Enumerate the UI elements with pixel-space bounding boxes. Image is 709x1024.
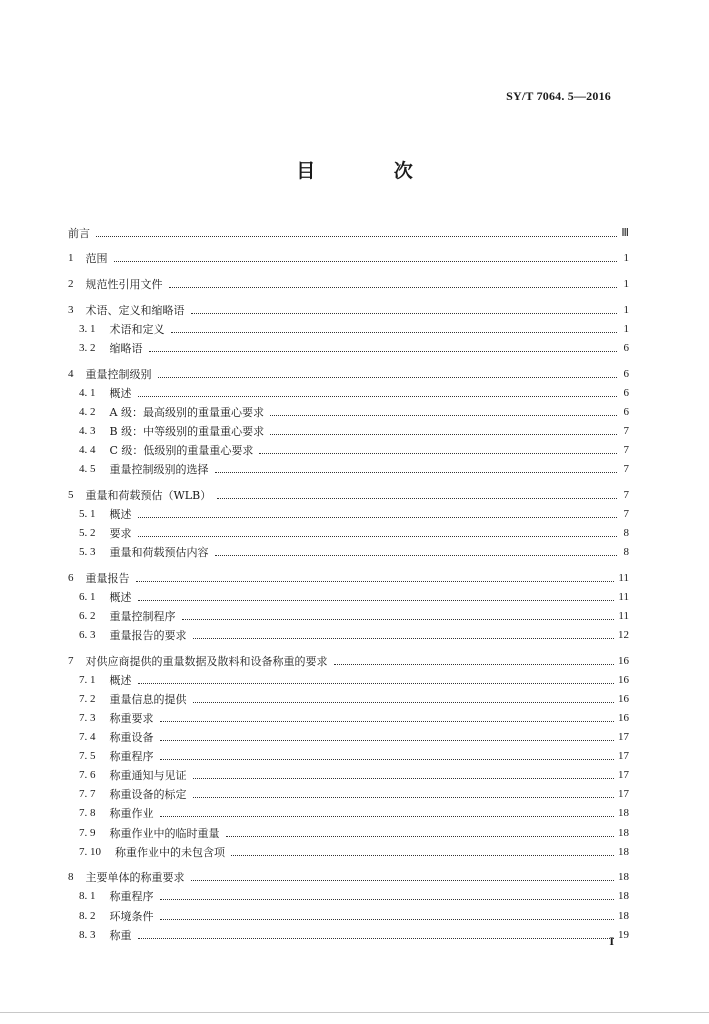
toc-entry-title: 概述 <box>109 507 132 521</box>
toc-leader-dots <box>158 376 618 378</box>
toc-entry-number: 7. 2 <box>79 692 96 705</box>
toc-leader-dots <box>160 758 615 760</box>
toc-entry-page: 1 <box>623 278 629 291</box>
toc-entry-title: 要求 <box>109 526 132 540</box>
page-edge-divider <box>0 1012 709 1013</box>
toc-entry-title: 概述 <box>109 673 132 687</box>
toc-leader-dots <box>270 414 617 416</box>
toc-entry-title: 主要单体的称重要求 <box>85 871 185 885</box>
toc-entry-page: 6 <box>623 367 629 380</box>
toc-entry[interactable] <box>68 400 629 419</box>
toc-entry-page: 18 <box>618 807 629 820</box>
toc-entry-title: 重量控制级别 <box>85 367 152 381</box>
toc-entry-page: 11 <box>618 590 629 603</box>
toc-leader-dots <box>193 777 615 779</box>
toc-entry-number: 7. 7 <box>79 788 96 801</box>
page-number: I <box>609 934 614 948</box>
toc-leader-dots <box>191 879 615 881</box>
toc-entry-page: 17 <box>618 769 629 782</box>
toc-leader-dots <box>138 516 618 518</box>
toc-entry-page: 7 <box>623 507 629 520</box>
toc-entry-page: 17 <box>618 731 629 744</box>
toc-entry-page: 16 <box>618 673 629 686</box>
toc-leader-dots <box>191 312 618 314</box>
toc-leader-dots <box>160 739 615 741</box>
toc-entry[interactable] <box>68 240 629 266</box>
toc-leader-dots <box>138 395 618 397</box>
toc-entry[interactable] <box>68 419 629 438</box>
toc-entry-page: 11 <box>618 609 629 622</box>
toc-entry-number: 7. 3 <box>79 712 96 724</box>
toc-entry-number: 4. 2 <box>79 405 96 418</box>
toc-entry-title: 缩略语 <box>109 341 143 355</box>
toc-entry[interactable] <box>68 820 629 839</box>
toc-entry[interactable] <box>68 291 629 317</box>
toc-entry-number: 3. 2 <box>79 341 96 354</box>
toc-leader-dots <box>231 854 614 856</box>
toc-entry-title: 称重设备 <box>109 731 154 745</box>
toc-entry[interactable] <box>68 214 629 240</box>
toc-leader-dots <box>334 663 615 665</box>
toc-entry[interactable] <box>68 559 629 585</box>
toc-entry-page: 7 <box>623 444 629 456</box>
toc-leader-dots <box>215 554 618 556</box>
toc-entry-number: 5. 2 <box>79 526 96 539</box>
toc-entry-number: 8 <box>68 871 74 884</box>
toc-entry-page: 18 <box>618 826 629 839</box>
toc-leader-dots <box>138 599 615 601</box>
toc-leader-dots <box>160 720 615 722</box>
toc-entry-title: 概述 <box>109 590 132 604</box>
toc-entry-page: 18 <box>618 909 629 922</box>
toc-leader-dots <box>215 471 618 473</box>
toc-entry-title: 重量和荷载预估（WLB） <box>85 488 212 502</box>
toc-entry-number: 8. 3 <box>79 928 96 941</box>
toc-entry-number: 5. 3 <box>79 546 96 559</box>
toc-leader-dots <box>114 260 618 262</box>
toc-entry[interactable] <box>68 355 629 381</box>
toc-leader-dots <box>182 618 615 620</box>
toc-entry[interactable] <box>68 502 629 521</box>
toc-entry-number: 5 <box>68 488 74 501</box>
toc-entry-title: 称重作业中的临时重量 <box>109 826 220 840</box>
toc-entry-number: 7. 1 <box>79 673 96 686</box>
toc-entry-title: 规范性引用文件 <box>85 278 163 292</box>
toc-entry-title: 称重通知与见证 <box>109 769 187 783</box>
toc-entry-number: 4. 5 <box>79 463 96 476</box>
toc-entry-number: 7. 9 <box>79 826 96 839</box>
toc-entry-title: 对供应商提供的重量数据及散料和设备称重的要求 <box>85 654 328 668</box>
toc-entry-title: C 级：低级别的重量重心要求 <box>109 444 254 457</box>
toc-entry[interactable] <box>68 687 629 706</box>
toc-entry-page: 1 <box>623 252 629 265</box>
toc-entry[interactable] <box>68 884 629 903</box>
toc-entry[interactable] <box>68 265 629 291</box>
toc-entry[interactable] <box>68 782 629 801</box>
toc-leader-dots <box>149 350 618 352</box>
toc-entry-page: Ⅲ <box>621 226 629 239</box>
toc-entry[interactable] <box>68 923 629 942</box>
toc-entry[interactable] <box>68 476 629 502</box>
toc-entry[interactable] <box>68 438 629 457</box>
toc-entry-page: 11 <box>618 571 629 584</box>
toc-entry-page: 6 <box>623 386 629 399</box>
toc-entry-page: 6 <box>623 405 629 418</box>
toc-entry-number: 4. 1 <box>79 386 96 399</box>
toc-entry-title: 称重作业 <box>109 807 154 821</box>
toc-entry-page: 19 <box>618 928 629 941</box>
toc-entry[interactable] <box>68 585 629 604</box>
toc-leader-dots <box>169 286 618 288</box>
toc-entry[interactable] <box>68 725 629 744</box>
toc-entry[interactable] <box>68 763 629 782</box>
toc-leader-dots <box>160 898 615 900</box>
toc-entry-number: 3. 1 <box>79 322 96 335</box>
toc-leader-dots <box>193 637 615 639</box>
toc-entry-number: 7. 8 <box>79 807 96 820</box>
toc-leader-dots <box>138 937 615 939</box>
toc-entry[interactable] <box>68 706 629 725</box>
toc-leader-dots <box>193 796 615 798</box>
toc-entry-number: 4. 3 <box>79 424 96 437</box>
toc-entry-page: 8 <box>623 546 629 559</box>
toc-entry-number: 4. 4 <box>79 444 96 456</box>
toc-leader-dots <box>96 235 617 237</box>
toc-leader-dots <box>270 433 617 435</box>
toc-entry-number: 3 <box>68 303 74 316</box>
toc-entry-page: 12 <box>618 629 629 642</box>
toc-entry[interactable] <box>68 744 629 763</box>
toc-entry-page: 1 <box>623 303 629 316</box>
toc-entry-title: 术语和定义 <box>109 322 165 336</box>
toc-leader-dots <box>160 918 615 920</box>
toc-entry-title: B 级：中等级别的重量重心要求 <box>109 424 265 438</box>
toc-entry-page: 7 <box>623 463 629 476</box>
toc-entry-page: 8 <box>623 526 629 539</box>
toc-entry-title: 前言 <box>68 226 90 240</box>
toc-entry-page: 1 <box>623 322 629 335</box>
toc-entry-title: 术语、定义和缩略语 <box>85 303 185 317</box>
table-of-contents <box>68 214 629 942</box>
toc-leader-dots <box>136 580 615 582</box>
toc-entry[interactable] <box>68 540 629 559</box>
toc-entry[interactable] <box>68 859 629 885</box>
toc-entry-page: 17 <box>618 750 629 763</box>
toc-entry-number: 6. 2 <box>79 609 96 622</box>
toc-entry-number: 2 <box>68 278 74 291</box>
toc-entry-title: 重量和荷载预估内容 <box>109 546 209 560</box>
toc-entry-page: 6 <box>623 341 629 354</box>
toc-entry-page: 18 <box>618 890 629 903</box>
toc-entry-number: 1 <box>68 252 74 265</box>
toc-entry[interactable] <box>68 521 629 540</box>
toc-entry-number: 6. 3 <box>79 629 96 642</box>
toc-entry-number: 5. 1 <box>79 507 96 520</box>
toc-entry-title: 环境条件 <box>109 909 154 923</box>
toc-entry[interactable] <box>68 317 629 336</box>
toc-entry-title: 称重程序 <box>109 890 154 904</box>
toc-entry-number: 7 <box>68 654 74 667</box>
toc-entry-number: 8. 1 <box>79 890 96 903</box>
toc-entry[interactable] <box>68 642 629 668</box>
toc-entry-number: 8. 2 <box>79 909 96 922</box>
toc-entry-number: 6. 1 <box>79 590 96 603</box>
toc-entry-page: 7 <box>623 424 629 437</box>
toc-entry-title: A 级：最高级别的重量重心要求 <box>109 405 264 419</box>
toc-entry[interactable] <box>68 801 629 820</box>
toc-leader-dots <box>160 815 615 817</box>
toc-entry-number: 7. 5 <box>79 750 96 763</box>
toc-leader-dots <box>193 701 615 703</box>
toc-entry-page: 7 <box>623 488 629 501</box>
toc-entry-page: 16 <box>618 654 629 667</box>
toc-leader-dots <box>226 835 615 837</box>
toc-entry-number: 7. 6 <box>79 769 96 782</box>
toc-entry-page: 18 <box>618 871 629 884</box>
toc-entry-number: 7. 10 <box>79 845 101 858</box>
toc-entry-title: 称重设备的标定 <box>109 788 187 802</box>
toc-entry-title: 重量控制级别的选择 <box>109 463 209 477</box>
toc-entry-title: 称重 <box>109 928 132 942</box>
toc-entry-title: 重量报告的要求 <box>109 629 187 643</box>
toc-entry-title: 称重程序 <box>109 750 154 764</box>
toc-entry[interactable] <box>68 903 629 922</box>
toc-entry-page: 18 <box>618 845 629 858</box>
toc-leader-dots <box>171 331 618 333</box>
toc-entry-page: 16 <box>618 712 629 724</box>
toc-entry-title: 重量信息的提供 <box>109 692 187 706</box>
toc-entry[interactable] <box>68 336 629 355</box>
toc-leader-dots <box>138 682 615 684</box>
toc-entry-page: 16 <box>618 692 629 705</box>
toc-entry-number: 4 <box>68 367 74 380</box>
toc-entry-number: 7. 4 <box>79 731 96 744</box>
toc-entry-title: 重量报告 <box>85 571 130 585</box>
toc-entry[interactable] <box>68 604 629 623</box>
toc-leader-dots <box>138 535 618 537</box>
toc-title: 目 次 <box>296 160 449 182</box>
toc-entry[interactable] <box>68 668 629 687</box>
toc-entry-title: 范围 <box>85 252 108 266</box>
standard-number: SY/T 7064. 5—2016 <box>506 89 611 103</box>
toc-leader-dots <box>217 497 617 499</box>
toc-entry-page: 17 <box>618 788 629 801</box>
toc-entry-title: 称重作业中的未包含项 <box>115 845 225 859</box>
toc-entry-title: 概述 <box>109 386 132 400</box>
toc-entry-title: 称重要求 <box>109 712 154 725</box>
toc-entry[interactable] <box>68 381 629 400</box>
toc-entry[interactable] <box>68 457 629 476</box>
toc-entry[interactable] <box>68 840 629 859</box>
toc-leader-dots <box>259 452 617 454</box>
toc-entry-number: 6 <box>68 571 74 584</box>
toc-entry-title: 重量控制程序 <box>109 609 176 623</box>
toc-entry[interactable] <box>68 623 629 642</box>
